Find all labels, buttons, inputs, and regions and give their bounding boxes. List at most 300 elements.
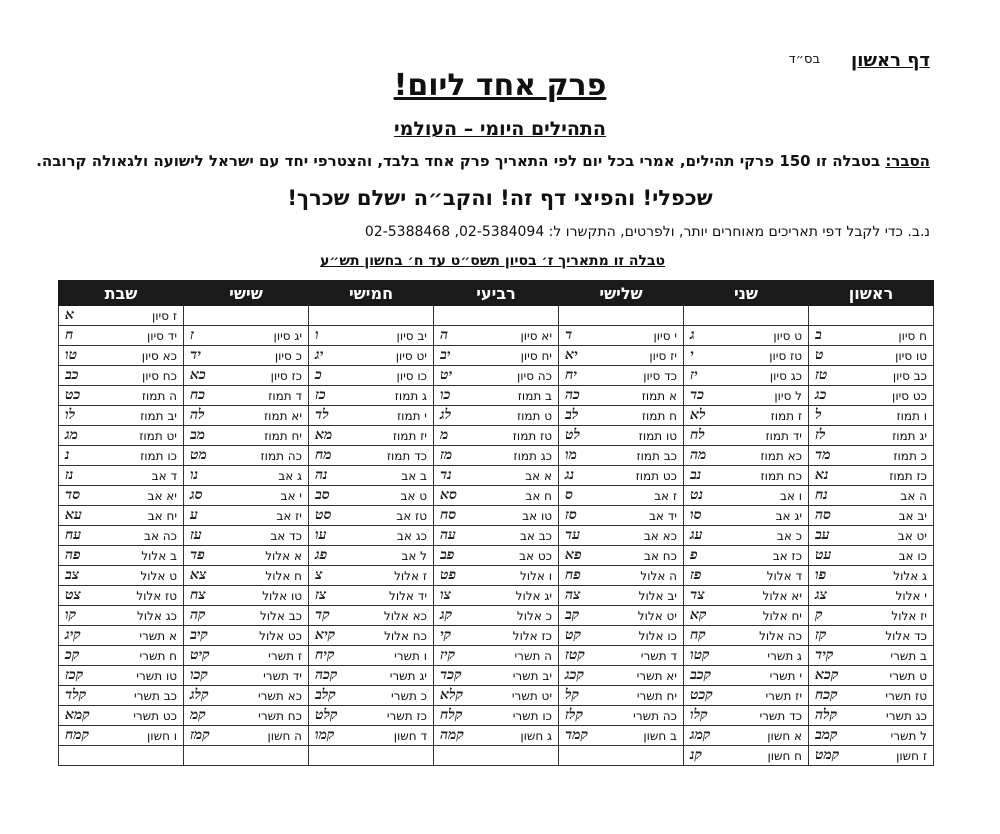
day-cell-content (190, 627, 302, 644)
hebrew-date: ו חשון (147, 728, 177, 743)
psalm-chapter: קלט (315, 707, 338, 723)
day-cell-content (815, 547, 927, 564)
hebrew-date: ג תמוז (394, 388, 427, 403)
psalm-chapter: ק (815, 607, 823, 623)
day-cell (59, 606, 184, 626)
day-cell-content (315, 487, 427, 504)
hebrew-date: יח אלול (762, 608, 802, 623)
day-cell (184, 646, 309, 666)
day-cell (184, 386, 309, 406)
hebrew-date: ח חשון (767, 748, 802, 763)
table-row (59, 726, 934, 746)
hebrew-date: יט תשרי (511, 688, 552, 703)
psalm-chapter: עו (315, 527, 327, 543)
day-cell (309, 566, 434, 586)
psalm-chapter: קיט (190, 647, 210, 663)
psalm-chapter: כו (440, 387, 451, 403)
hebrew-date: יג אלול (515, 588, 552, 603)
table-row (59, 546, 934, 566)
day-cell-content (565, 667, 677, 684)
hebrew-date: כז סיון (270, 368, 302, 383)
day-cell-content (315, 687, 427, 704)
hebrew-date: ב חשון (643, 728, 677, 743)
day-cell (309, 666, 434, 686)
day-cell-content (565, 447, 677, 464)
psalm-chapter: כט (65, 387, 81, 403)
hebrew-date: י תמוז (397, 408, 427, 423)
day-cell (59, 566, 184, 586)
day-cell-content (315, 647, 427, 664)
hebrew-date: ד חשון (393, 728, 427, 743)
day-cell (809, 746, 934, 766)
day-cell (684, 326, 809, 346)
day-cell (559, 706, 684, 726)
hebrew-date: יז תשרי (765, 688, 802, 703)
day-cell-content (815, 487, 927, 504)
psalm-chapter: כ (315, 367, 322, 383)
psalm-chapter: לה (190, 407, 205, 423)
hebrew-date: ה תשרי (514, 648, 552, 663)
psalm-chapter: קמד (565, 727, 589, 743)
day-cell (809, 646, 934, 666)
day-cell-content (565, 387, 677, 404)
day-cell (809, 726, 934, 746)
day-cell-content (65, 367, 177, 384)
hebrew-date: ט אב (400, 488, 427, 503)
hebrew-date: טו תמוז (638, 428, 677, 443)
psalm-chapter: קי (440, 627, 452, 643)
psalm-chapter: קט (565, 627, 581, 643)
psalm-chapter: סה (815, 507, 832, 523)
hebrew-date: כב תמוז (636, 448, 677, 463)
day-cell-content (315, 627, 427, 644)
hebrew-date: י סיון (653, 328, 677, 343)
day-cell (184, 726, 309, 746)
hebrew-date: טז אב (396, 508, 427, 523)
day-cell-content (190, 587, 302, 604)
day-cell (684, 526, 809, 546)
day-cell-content (815, 567, 927, 584)
day-cell-content (315, 707, 427, 724)
day-cell-content (690, 627, 802, 644)
empty-cell (559, 306, 684, 326)
psalm-chapter: לב (565, 407, 579, 423)
day-cell (434, 706, 559, 726)
psalm-chapter: קלז (565, 707, 583, 723)
psalm-chapter: עא (65, 507, 82, 523)
empty-cell (809, 306, 934, 326)
day-cell-content (315, 547, 427, 564)
day-cell (809, 446, 934, 466)
day-cell-content (190, 667, 302, 684)
psalm-chapter: עג (690, 527, 703, 543)
hebrew-date: ו תשרי (394, 648, 427, 663)
psalm-chapter: קכד (440, 667, 462, 683)
day-cell (184, 566, 309, 586)
weekday-header: שבת (59, 281, 184, 306)
psalm-chapter: עט (815, 547, 832, 563)
day-cell (434, 386, 559, 406)
day-cell (684, 506, 809, 526)
psalm-chapter: קג (440, 607, 453, 623)
day-cell (809, 506, 934, 526)
day-cell (559, 406, 684, 426)
day-cell (184, 686, 309, 706)
page-title: פרק אחד ליום! (393, 68, 607, 103)
hebrew-date: יא תשרי (636, 668, 677, 683)
day-cell-content (315, 727, 427, 744)
psalm-chapter: מט (190, 447, 207, 463)
day-cell (59, 646, 184, 666)
day-cell (434, 526, 559, 546)
day-cell (434, 666, 559, 686)
hebrew-date: ח תשרי (139, 648, 177, 663)
psalm-chapter: עח (65, 527, 82, 543)
day-cell-content (440, 367, 552, 384)
day-cell-content (65, 487, 177, 504)
psalm-chapter: לו (65, 407, 76, 423)
day-cell-content (565, 727, 677, 744)
day-cell-content (690, 607, 802, 624)
day-cell (309, 586, 434, 606)
hebrew-date: יט אב (897, 528, 927, 543)
day-cell (434, 586, 559, 606)
explanation-text: בטבלה זו 150 פרקי תהילים, אמרי בכל יום לפי התאריך פרק אחד בלבד, והצטרפי יחד עם ישראל לישועה ולגאולה קרובה. (36, 152, 886, 170)
psalm-chapter: פט (440, 567, 457, 583)
day-cell-content (815, 627, 927, 644)
psalm-chapter: צד (690, 587, 705, 603)
psalm-chapter: סד (65, 487, 81, 503)
day-cell-content (690, 747, 802, 764)
day-cell (434, 346, 559, 366)
share-line: שכפלי! והפיצי דף זה! והקב״ה ישלם שכרך! (287, 186, 713, 210)
day-cell (559, 446, 684, 466)
hebrew-date: כה אלול (759, 628, 802, 643)
psalm-chapter: קמ (190, 707, 206, 723)
table-row (59, 386, 934, 406)
day-cell-content (440, 447, 552, 464)
day-cell-content (315, 447, 427, 464)
day-cell (684, 486, 809, 506)
hebrew-date: כט תשרי (133, 708, 177, 723)
day-cell (809, 606, 934, 626)
table-row (59, 366, 934, 386)
weekday-header: רביעי (434, 281, 559, 306)
day-cell (59, 686, 184, 706)
day-cell-content (690, 647, 802, 664)
contact-line: נ.ב. כדי לקבל דפי תאריכים מאוחרים יותר, ולפרטים, התקשרו ל: 02-5384094, 02-5388468 (364, 224, 930, 240)
hebrew-date: כז תמוז (889, 468, 927, 483)
psalm-chapter: קמה (440, 727, 464, 743)
day-cell (309, 546, 434, 566)
hebrew-date: א אב (525, 468, 552, 483)
psalm-chapter: מא (315, 427, 333, 443)
day-cell-content (815, 367, 927, 384)
day-cell-content (690, 487, 802, 504)
day-cell (434, 326, 559, 346)
day-cell (309, 706, 434, 726)
hebrew-date: כב אב (519, 528, 552, 543)
day-cell (184, 626, 309, 646)
hebrew-date: טו אב (522, 508, 552, 523)
psalm-chapter: טז (815, 367, 828, 383)
day-cell-content (65, 387, 177, 404)
hebrew-date: כב סיון (892, 368, 927, 383)
psalm-chapter: פו (815, 567, 827, 583)
day-cell-content (815, 467, 927, 484)
psalm-chapter: מד (815, 447, 831, 463)
psalm-chapter: א (65, 307, 74, 323)
hebrew-date: ד אלול (766, 568, 802, 583)
hebrew-date: כב תשרי (134, 688, 177, 703)
day-cell-content (815, 447, 927, 464)
table-row (59, 446, 934, 466)
day-cell-content (440, 607, 552, 624)
psalm-chapter: קיח (315, 647, 335, 663)
hebrew-date: ב אלול (141, 548, 177, 563)
day-cell-content (690, 367, 802, 384)
hebrew-date: יא אב (147, 488, 177, 503)
day-cell (684, 366, 809, 386)
hebrew-date: ג חשון (520, 728, 552, 743)
day-cell (559, 646, 684, 666)
day-cell (184, 606, 309, 626)
psalm-chapter: ז (190, 327, 194, 343)
psalm-chapter: צט (65, 587, 81, 603)
hebrew-date: כח אלול (384, 628, 427, 643)
day-cell-content (190, 427, 302, 444)
psalm-chapter: נג (565, 467, 575, 483)
day-cell-content (190, 687, 302, 704)
day-cell-content (440, 527, 552, 544)
day-cell (684, 566, 809, 586)
hebrew-date: ז תמוז (770, 408, 802, 423)
hebrew-date: כו סיון (396, 368, 427, 383)
day-cell (684, 626, 809, 646)
psalm-chapter: לד (315, 407, 329, 423)
hebrew-date: כ סיון (274, 348, 302, 363)
day-cell-content (565, 627, 677, 644)
psalm-chapter: קלב (315, 687, 336, 703)
hebrew-date: ו אב (779, 488, 802, 503)
hebrew-date: כט אב (519, 548, 552, 563)
psalm-chapter: קכה (315, 667, 338, 683)
psalm-chapter: קב (565, 607, 580, 623)
day-cell-content (65, 647, 177, 664)
hebrew-date: יד תמוז (765, 428, 802, 443)
hebrew-date: כג סיון (769, 368, 802, 383)
psalm-chapter: עב (815, 527, 830, 543)
weekday-header: שישי (184, 281, 309, 306)
day-cell-content (815, 507, 927, 524)
day-cell-content (65, 567, 177, 584)
day-cell (809, 546, 934, 566)
weekday-header: שני (684, 281, 809, 306)
day-cell-content (315, 467, 427, 484)
psalm-chapter: כח (190, 387, 206, 403)
psalm-chapter: נא (815, 467, 829, 483)
hebrew-date: טז אלול (136, 588, 177, 603)
day-cell-content (190, 487, 302, 504)
hebrew-date: ה אלול (640, 568, 677, 583)
day-cell-content (690, 667, 802, 684)
day-cell-content (815, 587, 927, 604)
hebrew-date: כט סיון (892, 388, 927, 403)
psalms-calendar-table (58, 280, 934, 766)
empty-cell (59, 746, 184, 766)
day-cell-content (565, 487, 677, 504)
hebrew-date: יד תשרי (263, 668, 302, 683)
table-title: טבלה זו מתאריך ז׳ בסיון תשס״ט עד ח׳ בחשון תש״ע (320, 253, 665, 269)
table-row (59, 646, 934, 666)
hebrew-date: ה חשון (267, 728, 302, 743)
table-row (59, 566, 934, 586)
psalm-chapter: טו (65, 347, 78, 363)
day-cell (684, 746, 809, 766)
hebrew-date: כ תמוז (893, 448, 927, 463)
day-cell-content (815, 347, 927, 364)
day-cell (809, 686, 934, 706)
psalm-chapter: קמז (190, 727, 210, 743)
hebrew-date: ג אב (278, 468, 302, 483)
day-cell (434, 446, 559, 466)
hebrew-date: כד אלול (885, 628, 927, 643)
table-row (59, 686, 934, 706)
day-cell-content (690, 587, 802, 604)
day-cell-content (440, 647, 552, 664)
psalm-chapter: לג (440, 407, 452, 423)
day-cell (809, 426, 934, 446)
day-cell-content (815, 667, 927, 684)
hebrew-date: ט אלול (140, 568, 177, 583)
day-cell (59, 366, 184, 386)
psalm-chapter: קכז (65, 667, 84, 683)
psalm-chapter: קלג (190, 687, 209, 703)
day-cell-content (190, 527, 302, 544)
day-cell (559, 326, 684, 346)
day-cell (559, 686, 684, 706)
hebrew-date: יט אלול (637, 608, 677, 623)
day-cell (434, 366, 559, 386)
hebrew-date: טז תמוז (512, 428, 552, 443)
day-cell-content (440, 507, 552, 524)
psalm-chapter: צא (190, 567, 207, 583)
hebrew-date: יג סיון (273, 328, 302, 343)
psalm-chapter: לח (690, 427, 705, 443)
day-cell-content (440, 567, 552, 584)
hebrew-date: י אב (280, 488, 302, 503)
psalm-chapter: פד (190, 547, 205, 563)
day-cell-content (440, 487, 552, 504)
day-cell (809, 586, 934, 606)
psalm-chapter: מ (440, 427, 449, 443)
psalm-chapter: סט (315, 507, 332, 523)
day-cell-content (690, 527, 802, 544)
psalm-chapter: ל (815, 407, 822, 423)
hebrew-date: יז אב (276, 508, 302, 523)
psalm-chapter: קנ (690, 747, 703, 763)
hebrew-date: כח אב (644, 548, 677, 563)
day-cell (434, 406, 559, 426)
day-cell (684, 586, 809, 606)
day-cell (809, 526, 934, 546)
psalm-chapter: ע (190, 507, 198, 523)
psalm-chapter: ד (565, 327, 573, 343)
psalm-chapter: קו (65, 607, 77, 623)
day-cell-content (190, 507, 302, 524)
day-cell (309, 726, 434, 746)
day-cell (559, 466, 684, 486)
day-cell-content (690, 727, 802, 744)
day-cell (809, 706, 934, 726)
day-cell-content (565, 427, 677, 444)
day-cell (434, 646, 559, 666)
psalm-chapter: צב (65, 567, 80, 583)
day-cell-content (440, 467, 552, 484)
hebrew-date: י תשרי (769, 668, 802, 683)
day-cell-content (440, 387, 552, 404)
hebrew-date: כט אלול (259, 628, 302, 643)
hebrew-date: ט תשרי (889, 668, 927, 683)
hebrew-date: כו אב (898, 548, 927, 563)
day-cell-content (65, 527, 177, 544)
psalm-chapter: קכב (690, 667, 712, 683)
hebrew-date: ל תשרי (890, 728, 927, 743)
day-cell (684, 706, 809, 726)
day-cell-content (815, 707, 927, 724)
day-cell (59, 346, 184, 366)
hebrew-date: יח סיון (520, 348, 552, 363)
hebrew-date: ל אב (401, 548, 427, 563)
psalm-chapter: יד (190, 347, 201, 363)
psalm-chapter: מו (565, 447, 577, 463)
day-cell (309, 466, 434, 486)
hebrew-date: כח תשרי (258, 708, 302, 723)
psalm-chapter: לז (815, 427, 826, 443)
day-cell (809, 326, 934, 346)
empty-cell (559, 746, 684, 766)
day-cell (684, 446, 809, 466)
day-cell-content (190, 727, 302, 744)
day-cell-content (65, 587, 177, 604)
hebrew-date: כא סיון (141, 348, 177, 363)
hebrew-date: טז סיון (769, 348, 802, 363)
day-cell-content (440, 687, 552, 704)
day-cell-content (315, 407, 427, 424)
day-cell-content (565, 687, 677, 704)
psalm-chapter: כה (565, 387, 580, 403)
hebrew-date: יב תמוז (140, 408, 177, 423)
psalm-chapter: סו (690, 507, 702, 523)
hebrew-date: כד תמוז (386, 448, 427, 463)
psalm-chapter: פג (315, 547, 328, 563)
hebrew-date: יא אלול (762, 588, 802, 603)
day-cell (684, 426, 809, 446)
day-cell (559, 526, 684, 546)
day-cell (809, 566, 934, 586)
day-cell (309, 506, 434, 526)
day-cell-content (565, 407, 677, 424)
day-cell (434, 726, 559, 746)
day-cell (809, 386, 934, 406)
hebrew-date: ה אב (900, 488, 927, 503)
day-cell-content (815, 527, 927, 544)
day-cell (59, 466, 184, 486)
day-cell (309, 686, 434, 706)
table-row (59, 326, 934, 346)
day-cell (684, 726, 809, 746)
day-cell (309, 386, 434, 406)
